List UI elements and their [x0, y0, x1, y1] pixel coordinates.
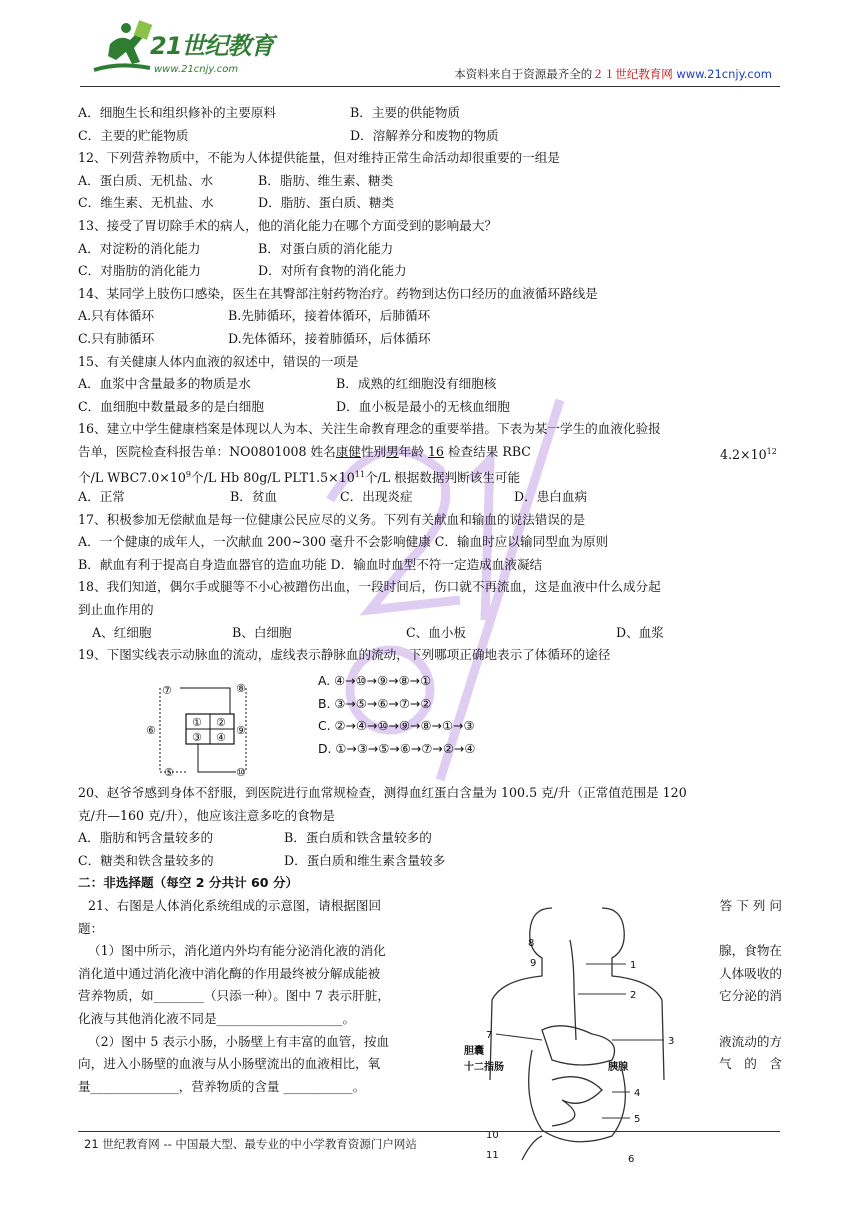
q13-opts-cd: C．对脂肪的消化能力 D．对所有食物的消化能力: [78, 263, 407, 279]
q21-line-2: 题：: [78, 920, 104, 936]
q21-line-4: 消化道中通过消化液中消化酶的作用最终被分解成能被 人体吸收的: [78, 965, 782, 981]
label-3: ③: [192, 731, 202, 744]
fig-label-5: 5: [634, 1114, 641, 1125]
q21-line-9: 量______________，营养物质的含量 ___________。: [78, 1078, 366, 1094]
q11-opts-ab: A．细胞生长和组织修补的主要原料 B．主要的供能物质: [78, 105, 461, 120]
q19-opt-d: D. ①→③→⑤→⑥→⑦→②→④: [318, 740, 476, 756]
q12-stem: 12、下列营养物质中，不能为人体提供能量，但对维持正常生命活动却很重要的一组是: [78, 150, 560, 166]
q21-line-5: 营养物质，如________（只添一种）。图中 7 表示肝脏， 它分泌的消: [78, 988, 782, 1004]
footer-divider: [78, 1131, 780, 1132]
label-4: ④: [216, 731, 226, 744]
label-8: ⑧: [236, 682, 246, 695]
q16-opts: A．正常 B．贫血 C．出现炎症 D．患白血病: [78, 489, 588, 505]
label-2: ②: [216, 716, 226, 729]
q19-opt-a: A. ④→⑩→⑨→⑧→①: [318, 673, 432, 688]
fig-label-4: 4: [634, 1088, 641, 1099]
q21-line-1: 21、右图是人体消化系统组成的示意图，请根据图回 答 下 列 问: [88, 897, 782, 913]
q11-opts-cd: C．主要的贮能物质 D．溶解养分和废物的物质: [78, 127, 499, 143]
q20-opts-ab: A．脂肪和钙含量较多的 B．蛋白质和铁含量较多的: [78, 830, 432, 846]
fig-label-gallbladder: 胆囊: [464, 1046, 484, 1057]
q20-stem-2: 克/升—160 克/升），他应该注意多吃的食物是: [78, 807, 335, 823]
label-9: ⑨: [236, 724, 246, 737]
fig-label-duodenum: 十二指肠: [464, 1062, 504, 1073]
fig-label-3: 3: [668, 1036, 675, 1047]
q21-line-6: 化液与其他消化液不同是____________________。: [78, 1010, 356, 1026]
q20-stem: 20、赵爷爷感到身体不舒服，到医院进行血常规检查，测得血红蛋白含量为 100.5 克/升（正常值范围是 120: [78, 785, 687, 800]
question-content: [78, 102, 782, 667]
q12-opts-cd: C．维生素、无机盐、水 D．脂肪、蛋白质、糖类: [78, 195, 395, 211]
page-footer: 21 世纪教育网 -- 中国最大型、最专业的中小学教育资源门户网站: [84, 1137, 417, 1151]
q19-opt-b: B. ③→⑤→⑥→⑦→②: [318, 695, 432, 711]
q19-stem: 19、下图实线表示动脉血的流动，虚线表示静脉血的流动，下列哪项正确地表示了体循环的途径: [78, 647, 611, 663]
q12-opts-ab: A．蛋白质、无机盐、水 B．脂肪、维生素、糖类: [78, 172, 394, 188]
logo-url: www.21cnjy.com: [154, 64, 239, 75]
q18-opts: A、红细胞 B、白细胞 C、血小板 D、血浆: [92, 624, 664, 640]
q14-opts-cd: C.只有肺循环 D.先体循环，接着肺循环，后体循环: [78, 330, 431, 346]
q13-stem: 13、接受了胃切除手术的病人，他的消化能力在哪个方面受到的影响最大？: [78, 217, 498, 233]
q17-stem: 17、积极参加无偿献血是每一位健康公民应尽的义务。下列有关献血和输血的说法错误的是: [78, 511, 586, 527]
fig-label-pancreas: 胰腺: [608, 1062, 628, 1073]
q19-opt-c: C. ②→④→⑩→⑨→⑧→①→③: [318, 718, 475, 734]
header-note: 本资料来自于资源最齐全的２１世纪教育网 www.21cnjy.com: [454, 67, 772, 81]
circulation-diagram: [60, 678, 250, 782]
q18-stem: 18、我们知道，偶尔手或腿等不小心被蹭伤出血，一段时间后，伤口就不再流血，这是血液中什么成分起: [78, 579, 661, 595]
section-2-title: 二：非选择题（每空 2 分共计 60 分）: [78, 875, 299, 891]
label-7: ⑦: [162, 684, 172, 697]
label-10: ⑩: [236, 766, 246, 779]
q16-report-2: 个/L $WBC7.0\times 10^9$个/L Hb 80g/L $PLT1.5\times 10^{11}$个/L 根据数据判断该生可能: [78, 469, 521, 485]
fig-label-8: 8: [528, 938, 535, 949]
q14-stem: 14、某同学上肢伤口感染，医生在其臀部注射药物治疗。药物到达伤口经历的血液循环路线是: [78, 285, 598, 301]
q17-opts-2: B．献血有利于提高自身造血器官的造血功能 D．输血时血型不符一定造成血液凝结: [78, 556, 543, 572]
logo-text: 21世纪教育: [150, 32, 274, 60]
fig-label-1: 1: [630, 960, 637, 971]
fig-label-2: 2: [630, 990, 637, 1001]
q13-opts-ab: A．对淀粉的消化能力 B．对蛋白质的消化能力: [78, 240, 394, 256]
label-1: ①: [192, 716, 202, 729]
q16-stem: 16、建立中学生健康档案是体现以人为本、关注生命教育理念的重要举措。下表为某一学生的血液化验报: [78, 421, 661, 437]
q19-options: [318, 670, 475, 760]
page-header: [80, 18, 780, 86]
digestive-system-figure: [462, 900, 688, 1168]
q21-line-3: （1）图中所示，消化道内外均有能分泌消化液的消化 腺，食物在: [88, 943, 782, 959]
q15-stem: 15、有关健康人体内血液的叙述中，错误的一项是: [78, 353, 359, 369]
q20-opts-cd: C．糖类和铁含量较多的 D．蛋白质和维生素含量较多: [78, 852, 446, 868]
q21-line-8: 向，进入小肠壁的血液与从小肠壁流出的血液相比，氧 气 的 含: [78, 1056, 782, 1072]
q17-opts-1: A．一个健康的成年人，一次献血 200~300 毫升不会影响健康 C．输血时应以输同型血为原则: [78, 534, 609, 550]
q16-report: 告单，医院检查科报告单：NO0801008 姓名康健性别男年龄 16 检查结果 RBC $4.2\times 10^{12}$: [78, 443, 777, 463]
q18-stem-2: 到止血作用的: [78, 602, 154, 618]
fig-label-9: 9: [530, 958, 537, 969]
header-divider: [80, 86, 780, 87]
fig-label-7: 7: [486, 1030, 493, 1041]
label-5: ⑤: [164, 766, 174, 779]
label-6: ⑥: [146, 724, 156, 737]
fig-label-11: 11: [486, 1150, 499, 1161]
fig-label-10: 10: [486, 1130, 499, 1141]
q15-opts-cd: C．血细胞中数量最多的是白细胞 D．血小板是最小的无核血细胞: [78, 398, 510, 414]
q15-opts-ab: A．血浆中含量最多的物质是水 B．成熟的红细胞没有细胞核: [78, 376, 497, 392]
q14-opts-ab: A.只有体循环 B.先肺循环，接着体循环，后肺循环: [78, 308, 431, 324]
fig-label-6: 6: [628, 1154, 635, 1165]
q21-line-7: （2）图中 5 表示小肠，小肠壁上有丰富的血管，按血 液流动的方: [88, 1033, 782, 1049]
